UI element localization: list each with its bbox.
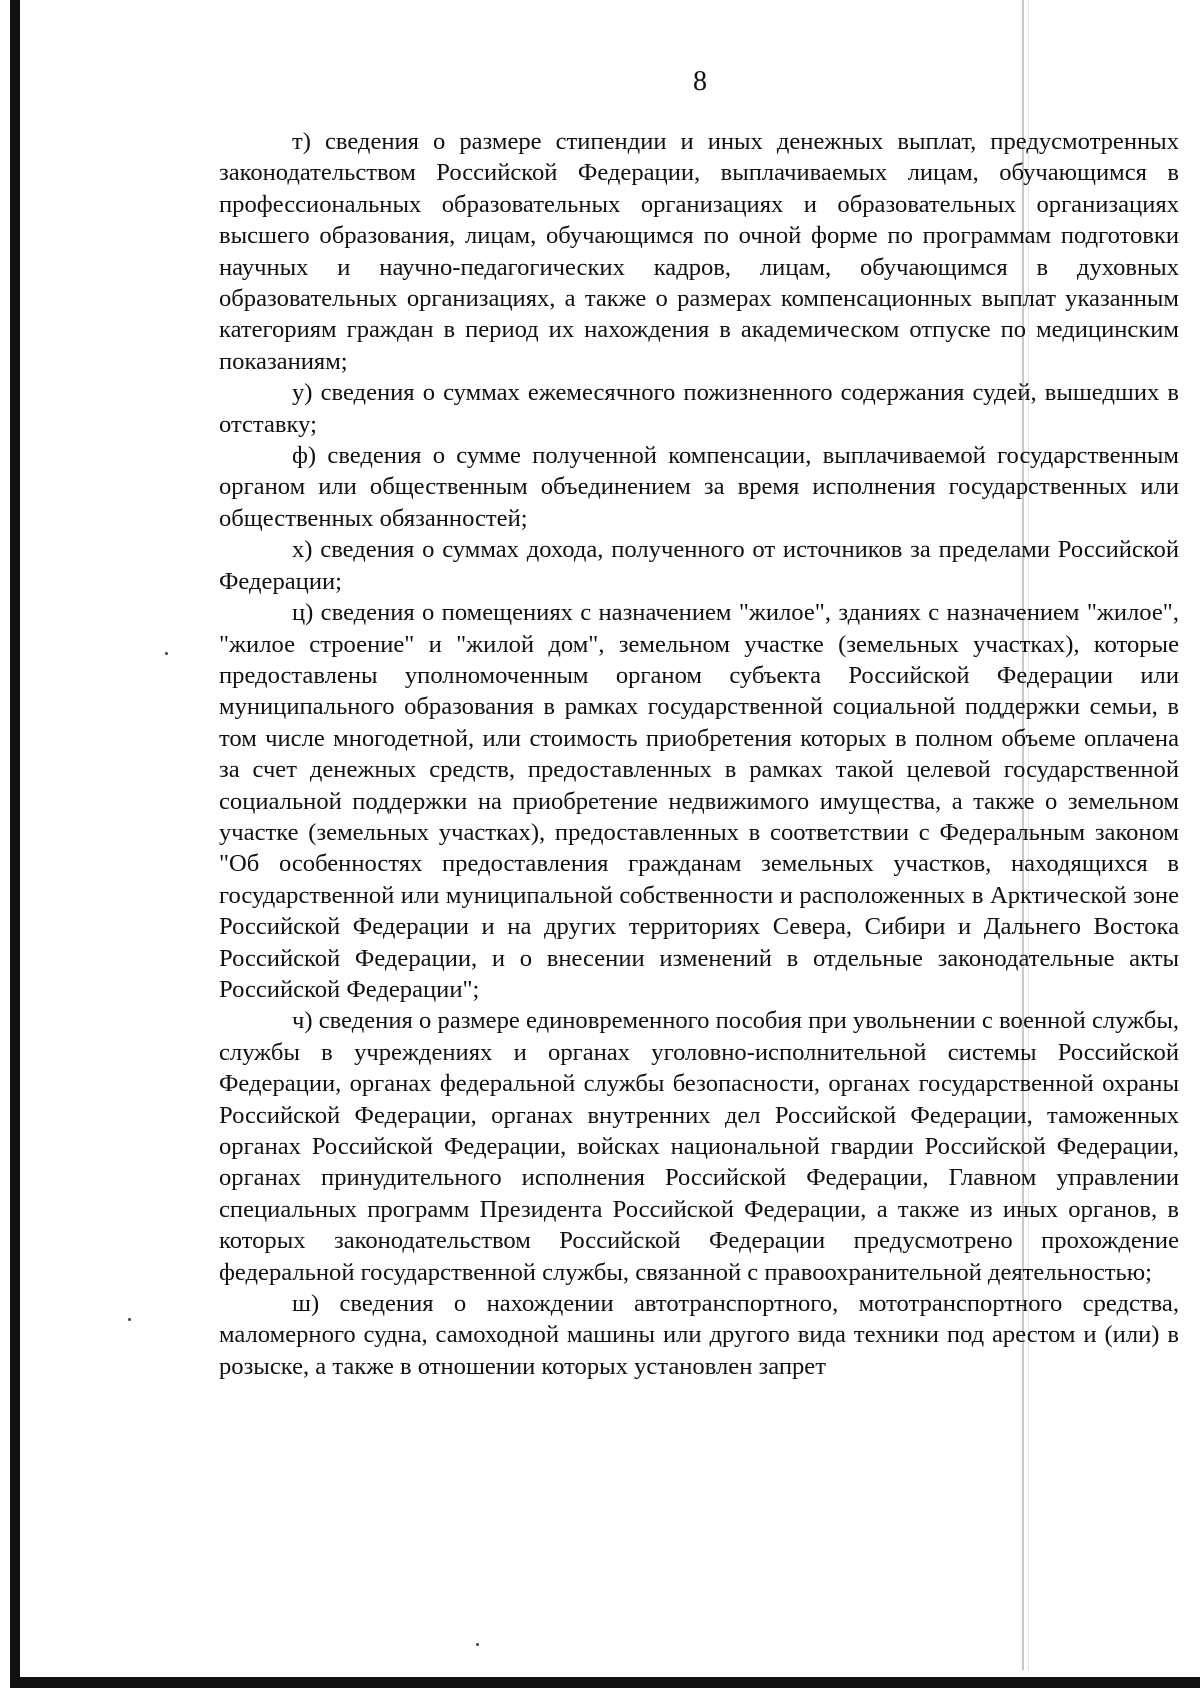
scan-bottom-edge [10,1677,1200,1688]
paragraph-ch: ч) сведения о размере единовременного пособия при увольнении с военной службы, службы в учреждениях и органах уголовно-исполнительной системы Российской Федерации, органах федеральной службы безопасности, органах государственной охраны Российской Федерации, органах внутренних дел Российской Федерации, таможенных органах Российской Федерации, войсках национальной гвардии Российской Федерации, органах принудительного исполнения Российской Федерации, Главном управлении специальных программ Президента Российской Федерации, а также из иных органов, в которых законодательством Российской Федерации предусмотрено прохождение федеральной государственной службы, связанной с правоохранительной деятельностью; [219,1007,1179,1286]
paragraph-ts: ц) сведения о помещениях с назначением "жилое", зданиях с назначением "жилое", "жилое строение" и "жилой дом", земельном участке (земельных участках), которые предоставлены уполномоченным органом субъекта Российской Федерации или муниципального образования в рамках государственной социальной поддержки семьи, в том числе многодетной, или стоимость приобретения которых в полном объеме оплачена за счет денежных средств, предоставленных в рамках такой целевой государственной социальной поддержки на приобретение недвижимого имущества, а также о земельном участке (земельных участках), предоставленных в соответствии с Федеральным законом "Об особенностях предоставления гражданам земельных участков, находящихся в государственной или муниципальной собственности и расположенных в Арктической зоне Российской Федерации и на других территориях Севера, Сибири и Дальнего Востока Российской Федерации, и о внесении изменений в отдельные законодательные акты Российской Федерации"; [219,599,1179,1003]
paragraph-kh: х) сведения о суммах дохода, полученного от источников за пределами Российской Федерации; [219,536,1179,595]
paragraph-f: ф) сведения о сумме полученной компенсации, выплачиваемой государственным органом или общественным объединением за время исполнения государственных или общественных обязанностей; [219,442,1179,532]
scan-speck [128,1318,131,1321]
page-number: 8 [693,66,707,97]
paragraph-u: у) сведения о суммах ежемесячного пожизненного содержания судей, вышедших в отставку; [219,379,1179,438]
scan-speck [476,1643,479,1646]
scan-left-edge [10,0,20,1688]
paragraph-t: т) сведения о размере стипендии и иных денежных выплат, предусмотренных законодательством Российской Федерации, выплачиваемых лицам, обучающимся в профессиональных образовательных организациях и образовательных организациях высшего образования, лицам, обучающимся по очной форме по программам подготовки научных и научно-педагогических кадров, лицам, обучающимся в духовных образовательных организациях, а также о размерах компенсационных выплат указанным категориям граждан в период их нахождения в академическом отпуске по медицинским показаниям; [219,128,1179,375]
document-body [219,126,1179,1382]
scan-speck [165,652,168,655]
paragraph-sh: ш) сведения о нахождении автотранспортного, мототранспортного средства, маломерного судна, самоходной машины или другого вида техники под арестом и (или) в розыске, а также в отношении которых установлен запрет [219,1290,1179,1380]
